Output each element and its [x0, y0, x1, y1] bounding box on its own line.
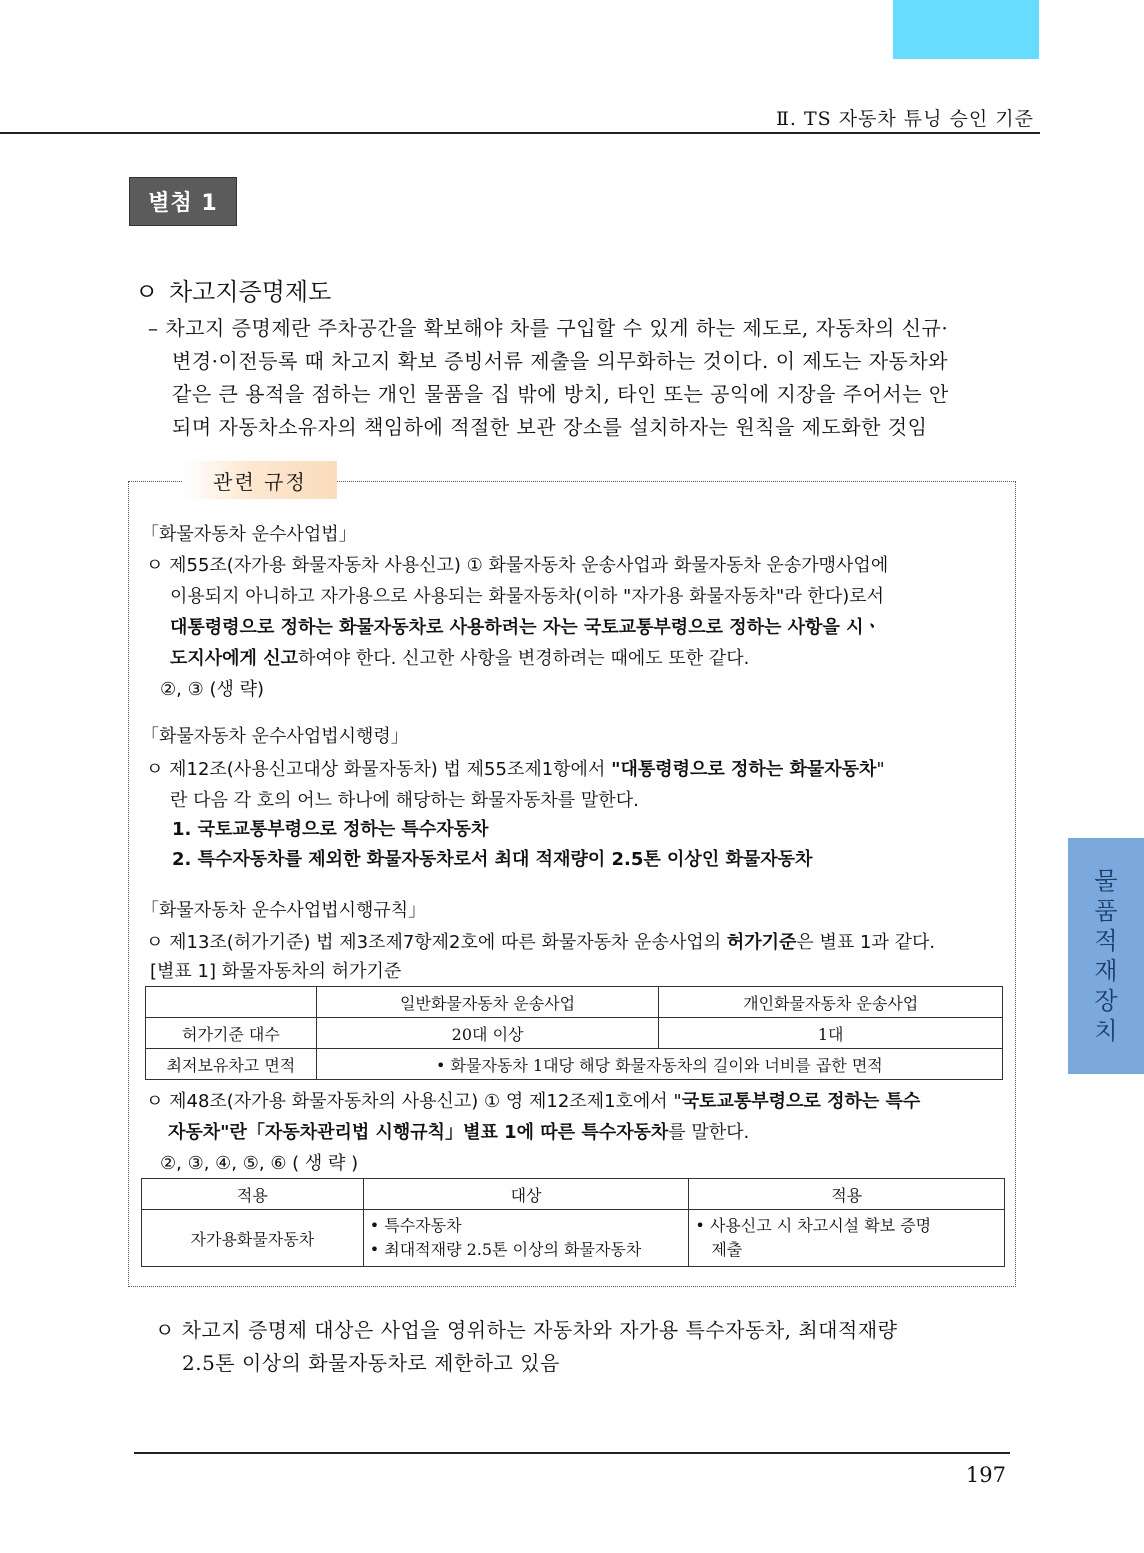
target-item: • 최대적재량 2.5톤 이상의 화물자동차	[369, 1240, 642, 1259]
table-header-cell: 적용	[689, 1179, 1005, 1210]
plain-text: ㅇ 제13조(허가기준) 법 제3조제7항제2호에 따른 화물자동차 운송사업의	[146, 932, 727, 953]
conclusion-line-1: ㅇ 차고지 증명제 대상은 사업을 영위하는 자동차와 자가용 특수자동차, 최대적재량	[155, 1318, 898, 1342]
article-55-line-4	[170, 644, 749, 670]
omitted-note: ②, ③, ④, ⑤, ⑥ ( 생 략 )	[160, 1153, 359, 1174]
side-tab-char: 장	[1094, 987, 1118, 1015]
article-55-line-1: ㅇ 제55조(자가용 화물자동차 사용신고) ① 화물자동차 운송사업과 화물자동차 운송가맹사업에	[146, 555, 889, 576]
application-text: • 사용신고 시 차고시설 확보 증명	[695, 1216, 932, 1235]
table-header-cell: 일반화물자동차 운송사업	[316, 987, 659, 1018]
table-header-cell: 대상	[363, 1179, 689, 1210]
intro-line-4: 되며 자동차소유자의 책임하에 적절한 보관 장소를 설치하자는 원칙을 제도화한 것임	[172, 415, 928, 439]
private-use-table	[141, 1178, 1005, 1267]
article-12-item-2: 2. 특수자동차를 제외한 화물자동차로서 최대 적재량이 2.5톤 이상인 화물자동차	[172, 849, 813, 870]
section-title-text: 차고지증명제도	[169, 278, 332, 306]
law-title: 「화물자동차 운수사업법시행규칙」	[141, 900, 427, 921]
footer-rule	[134, 1452, 1010, 1454]
table-row	[146, 1018, 1003, 1049]
section-bullet: ㅇ	[135, 278, 159, 306]
table-caption: [별표 1] 화물자동차의 허가기준	[150, 961, 402, 982]
table-cell: 자가용화물자동차	[142, 1210, 364, 1267]
bold-text: 허가기준	[726, 932, 797, 953]
side-tab-char: 적	[1094, 927, 1118, 955]
article-55-line-2: 이용되지 아니하고 자가용으로 사용되는 화물자동차(이하 "자가용 화물자동차"라 한다)로서	[170, 586, 885, 607]
side-tab-char: 치	[1094, 1017, 1118, 1045]
section-title	[135, 272, 331, 307]
target-item: • 특수자동차	[369, 1216, 462, 1235]
table-header-row	[146, 987, 1003, 1018]
side-chapter-tab	[1068, 838, 1144, 1074]
appendix-badge: 별첨 1	[129, 177, 237, 226]
intro-line-2: 변경·이전등록 때 차고지 확보 증빙서류 제출을 의무화하는 것이다. 이 제도는 자동차와	[172, 349, 948, 373]
plain-text: 하여야 한다. 신고한 사항을 변경하려는 때에도 또한 같다.	[297, 648, 750, 669]
table-row	[142, 1210, 1005, 1267]
bold-text: 국토교통부령으로 정하는 특수	[681, 1091, 921, 1112]
intro-line-3: 같은 큰 용적을 점하는 개인 물품을 집 밖에 방치, 타인 또는 공익에 지장을 주어서는 안	[172, 382, 949, 406]
related-regulations-tab: 관련 규정	[183, 461, 337, 499]
omitted-note: ②, ③ (생 략)	[160, 679, 264, 700]
table-header-cell	[146, 987, 317, 1018]
article-12-item-1: 1. 국토교통부령으로 정하는 특수자동차	[172, 819, 489, 840]
table-cell: 1대	[659, 1018, 1003, 1049]
table-cell: 최저보유차고 면적	[146, 1049, 317, 1080]
application-text: 제출	[711, 1240, 743, 1259]
page-number: 197	[965, 1463, 1006, 1487]
table-cell: 20대 이상	[316, 1018, 659, 1049]
article-13-line-1	[146, 928, 935, 954]
permit-standards-table	[145, 986, 1003, 1080]
side-tab-char: 품	[1094, 897, 1118, 925]
table-cell: • 화물자동차 1대당 해당 화물자동차의 길이와 너비를 곱한 면적	[316, 1049, 1002, 1080]
plain-text: "	[876, 759, 885, 780]
bold-text: 도지사에게 신고	[170, 648, 298, 669]
article-12-line-2: 란 다음 각 호의 어느 하나에 해당하는 화물자동차를 말한다.	[170, 790, 639, 811]
law-title: 「화물자동차 운수사업법」	[141, 524, 357, 545]
article-48-line-2	[168, 1118, 749, 1144]
bold-text: "대통령령으로 정하는 화물자동차	[611, 759, 877, 780]
plain-text: 은 별표 1과 같다.	[796, 932, 936, 953]
header-rule	[0, 132, 1040, 134]
side-tab-char: 재	[1094, 957, 1118, 985]
table-row	[146, 1049, 1003, 1080]
table-cell-targets	[363, 1210, 689, 1267]
article-12-line-1	[146, 755, 885, 781]
running-header: Ⅱ. TS 자동차 튜닝 승인 기준	[775, 108, 1034, 130]
intro-line-1: – 차고지 증명제란 주차공간을 확보해야 차를 구입할 수 있게 하는 제도로, 자동차의 신규·	[148, 316, 949, 340]
side-tab-char: 물	[1094, 867, 1118, 895]
conclusion-line-2: 2.5톤 이상의 화물자동차로 제한하고 있음	[182, 1351, 560, 1375]
table-cell: 허가기준 대수	[146, 1018, 317, 1049]
article-48-line-1	[146, 1087, 920, 1113]
plain-text: ㅇ 제12조(사용신고대상 화물자동차) 법 제55조제1항에서	[146, 759, 612, 780]
table-header-cell: 개인화물자동차 운송사업	[659, 987, 1003, 1018]
table-header-row	[142, 1179, 1005, 1210]
table-cell-application	[689, 1210, 1005, 1267]
corner-color-tab	[893, 0, 1039, 59]
plain-text: 를 말한다.	[668, 1122, 750, 1143]
bold-text: 자동차"란「자동차관리법 시행규칙」별표 1에 따른 특수자동차	[168, 1122, 669, 1143]
article-55-line-3: 대통령령으로 정하는 화물자동차로 사용하려는 자는 국토교통부령으로 정하는 사항을 시ㆍ	[170, 617, 881, 638]
table-header-cell: 적용	[142, 1179, 364, 1210]
law-title: 「화물자동차 운수사업법시행령」	[141, 726, 409, 747]
plain-text: ㅇ 제48조(자가용 화물자동차의 사용신고) ① 영 제12조제1호에서 "	[146, 1091, 682, 1112]
